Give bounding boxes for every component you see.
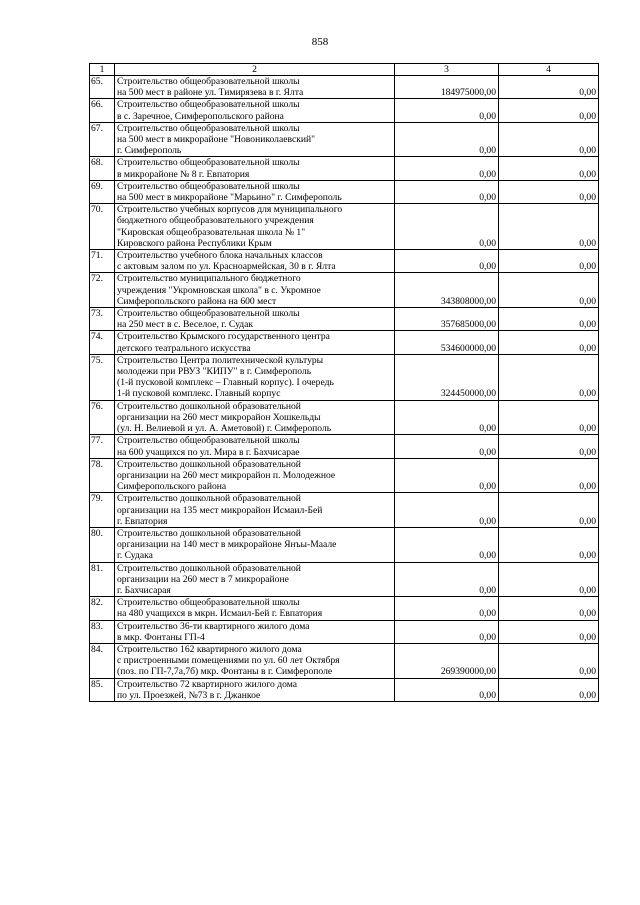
amount-col3: 0,00 [395,597,499,620]
row-number: 82. [90,597,115,620]
amount-col4: 0,00 [499,435,599,458]
row-number: 71. [90,250,115,273]
amount-col3: 0,00 [395,562,499,597]
table-row [90,643,599,678]
object-name: Строительство общеобразовательной школы на 250 мест в с. Веселое, г. Судак [115,308,395,331]
column-header-1: 1 [90,64,115,76]
amount-col4: 0,00 [499,122,599,157]
amount-col3: 0,00 [395,400,499,435]
object-name: Строительство учебных корпусов для муниципального бюджетного общеобразовательного учреждения "Кировская общеобразовательная школа № 1" Кировского района Республики Крым [115,204,395,250]
table-row [90,597,599,620]
object-name: Строительство общеобразовательной школы на 500 мест в районе ул. Тимирязева в г. Ялта [115,76,395,99]
amount-col3: 0,00 [395,458,499,493]
amount-col3: 0,00 [395,527,499,562]
amount-col4: 0,00 [499,562,599,597]
row-number: 67. [90,122,115,157]
table-row [90,180,599,203]
object-name: Строительство учебного блока начальных классов с актовым залом по ул. Красноармейская, 30 в г. Ялта [115,250,395,273]
object-name: Строительство 162 квартирного жилого дома с пристроенными помещениями по ул. 60 лет Октября (поз. по ГП-7,7а,7б) мкр. Фонтаны в г. Симферополе [115,643,395,678]
table-row [90,493,599,528]
row-number: 65. [90,76,115,99]
amount-col4: 0,00 [499,354,599,400]
table-row [90,331,599,354]
amount-col3: 357685000,00 [395,308,499,331]
row-number: 72. [90,273,115,308]
row-number: 80. [90,527,115,562]
table-row [90,620,599,643]
row-number: 68. [90,157,115,180]
column-header-2: 2 [115,64,395,76]
table-row [90,458,599,493]
amount-col4: 0,00 [499,204,599,250]
table-row [90,354,599,400]
table-row [90,273,599,308]
table-row [90,76,599,99]
table-row [90,562,599,597]
amount-col4: 0,00 [499,400,599,435]
object-name: Строительство общеобразовательной школы на 500 мест в микрорайоне "Новониколаевский" г. Симферополь [115,122,395,157]
amount-col3: 0,00 [395,204,499,250]
object-name: Строительство общеобразовательной школы на 500 мест в микрорайоне "Марьино" г. Симферополь [115,180,395,203]
amount-col3: 0,00 [395,122,499,157]
amount-col4: 0,00 [499,678,599,701]
amount-col3: 0,00 [395,180,499,203]
row-number: 76. [90,400,115,435]
object-name: Строительство дошкольной образовательной организации на 135 мест микрорайон Исмаил-Бей г. Евпатория [115,493,395,528]
object-name: Строительство общеобразовательной школы на 600 учащихся по ул. Мира в г. Бахчисарае [115,435,395,458]
row-number: 83. [90,620,115,643]
amount-col3: 0,00 [395,157,499,180]
object-name: Строительство общеобразовательной школы в микрорайоне № 8 г. Евпатория [115,157,395,180]
amount-col4: 0,00 [499,331,599,354]
amount-col3: 0,00 [395,99,499,122]
amount-col3: 343808000,00 [395,273,499,308]
amount-col3: 0,00 [395,620,499,643]
row-number: 84. [90,643,115,678]
amount-col4: 0,00 [499,99,599,122]
amount-col4: 0,00 [499,250,599,273]
table-row [90,308,599,331]
table-row [90,400,599,435]
budget-table [89,63,599,702]
table-body [90,64,599,702]
table-row [90,678,599,701]
amount-col4: 0,00 [499,157,599,180]
object-name: Строительство дошкольной образовательной организации на 260 мест микрорайон Хошкельды (ул. Н. Велиевой и ул. А. Аметовой) г. Симферополь [115,400,395,435]
table-row [90,157,599,180]
row-number: 78. [90,458,115,493]
amount-col3: 269390000,00 [395,643,499,678]
amount-col4: 0,00 [499,643,599,678]
object-name: Строительство Крымского государственного центра детского театрального искусства [115,331,395,354]
table-row [90,204,599,250]
row-number: 81. [90,562,115,597]
object-name: Строительство Центра политехнической культуры молодежи при РВУЗ "КИПУ" в г. Симферополь (1-й пусковой комплекс – Главный корпус). I очередь 1-й пусковой комплекс. Главный корпус [115,354,395,400]
table-row [90,250,599,273]
row-number: 73. [90,308,115,331]
row-number: 77. [90,435,115,458]
row-number: 66. [90,99,115,122]
object-name: Строительство 36-ти квартирного жилого дома в мкр. Фонтаны ГП-4 [115,620,395,643]
amount-col3: 184975000,00 [395,76,499,99]
amount-col3: 534600000,00 [395,331,499,354]
row-number: 70. [90,204,115,250]
table-row [90,99,599,122]
amount-col4: 0,00 [499,620,599,643]
amount-col4: 0,00 [499,458,599,493]
table-row [90,435,599,458]
object-name: Строительство муниципального бюджетного учреждения "Укромновская школа" в с. Укромное Симферопольского района на 600 мест [115,273,395,308]
amount-col4: 0,00 [499,527,599,562]
object-name: Строительство дошкольной образовательной организации на 260 мест в 7 микрорайоне г. Бахчисарая [115,562,395,597]
table-row [90,527,599,562]
amount-col4: 0,00 [499,308,599,331]
amount-col3: 324450000,00 [395,354,499,400]
row-number: 69. [90,180,115,203]
amount-col4: 0,00 [499,180,599,203]
amount-col3: 0,00 [395,435,499,458]
amount-col4: 0,00 [499,597,599,620]
row-number: 85. [90,678,115,701]
column-header-3: 3 [395,64,499,76]
row-number: 79. [90,493,115,528]
amount-col4: 0,00 [499,493,599,528]
object-name: Строительство 72 квартирного жилого дома по ул. Проезжей, №73 в г. Джанкое [115,678,395,701]
column-header-4: 4 [499,64,599,76]
row-number: 74. [90,331,115,354]
amount-col3: 0,00 [395,678,499,701]
table-header-row [90,64,599,76]
page-number: 858 [311,36,329,48]
row-number: 75. [90,354,115,400]
amount-col4: 0,00 [499,76,599,99]
object-name: Строительство общеобразовательной школы в с. Заречное, Симферопольского района [115,99,395,122]
object-name: Строительство дошкольной образовательной организации на 140 мест в микрорайоне Янъы-Маале г. Судака [115,527,395,562]
amount-col3: 0,00 [395,493,499,528]
object-name: Строительство дошкольной образовательной организации на 260 мест микрорайон п. Молодежное Симферопольского района [115,458,395,493]
amount-col4: 0,00 [499,273,599,308]
object-name: Строительство общеобразовательной школы на 480 учащихся в мкрн. Исмаил-Бей г. Евпатория [115,597,395,620]
table-row [90,122,599,157]
amount-col3: 0,00 [395,250,499,273]
